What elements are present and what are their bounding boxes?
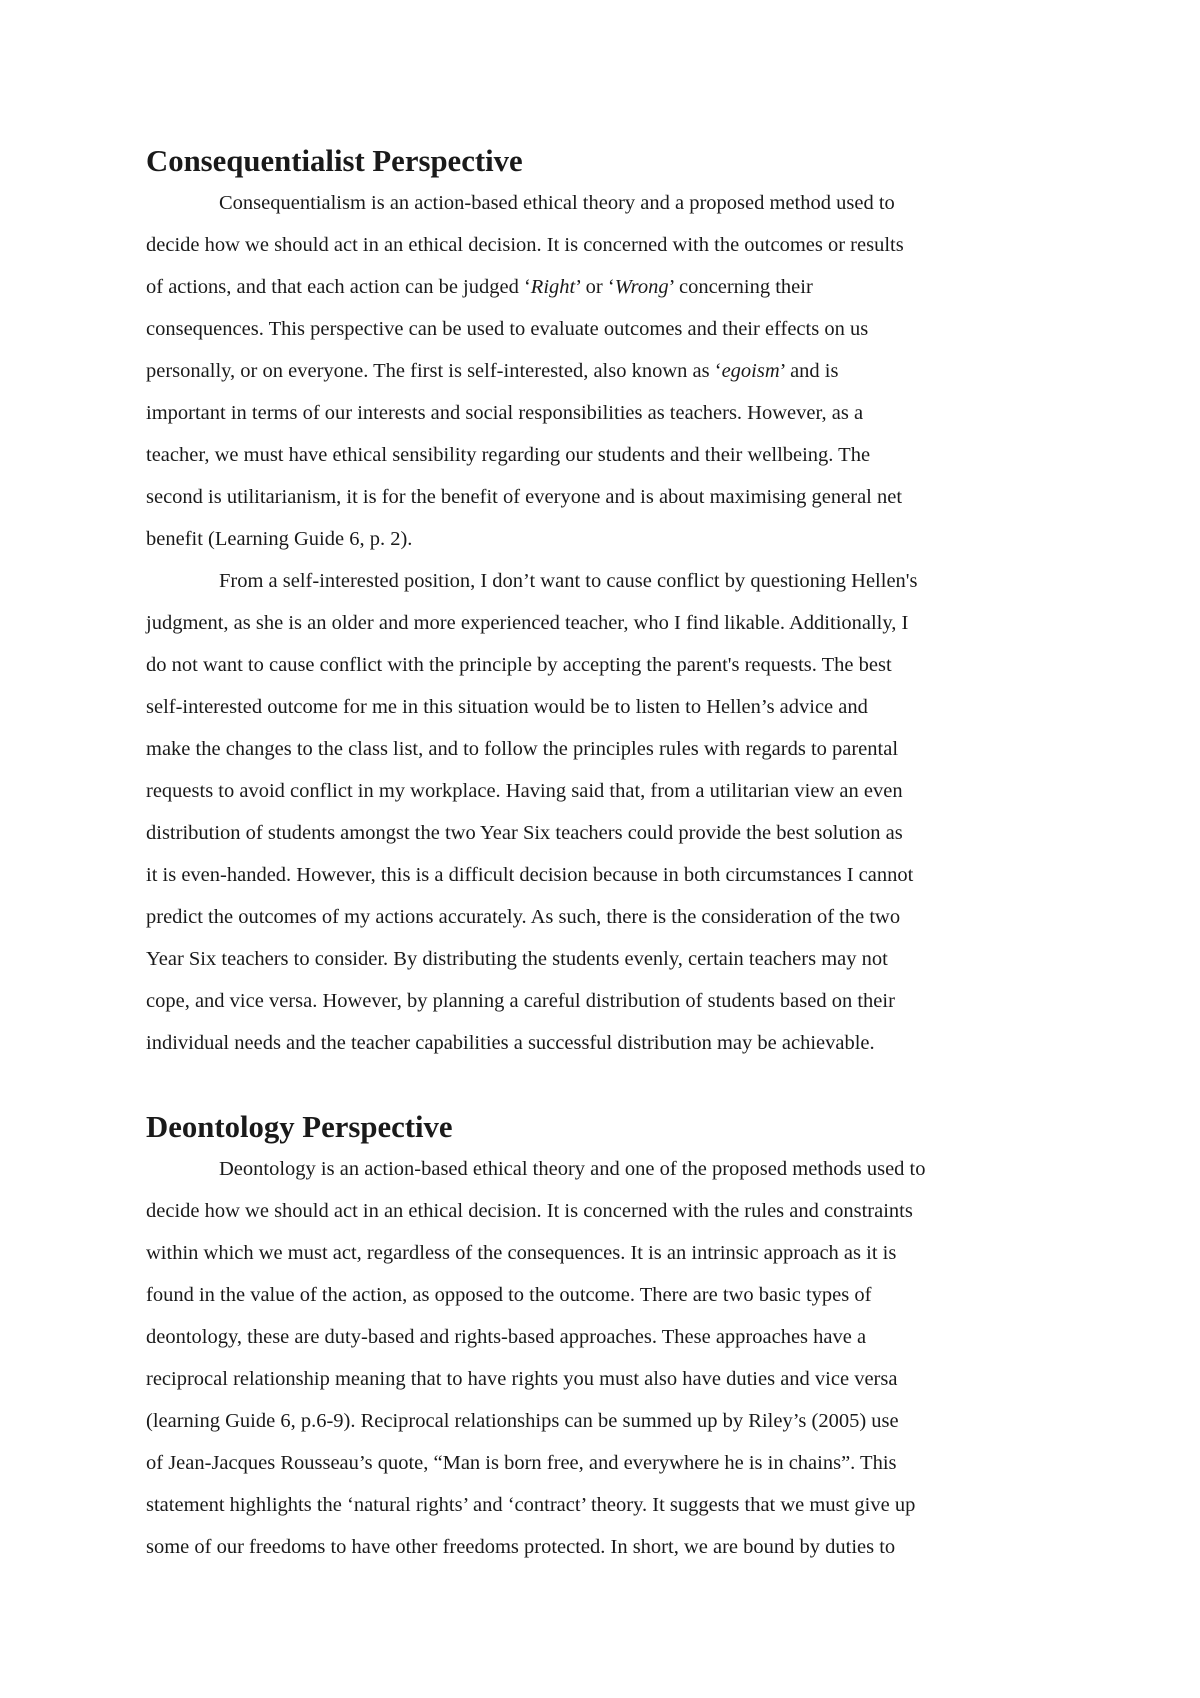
paragraph-line: Consequentialism is an action-based ethical theory and a proposed method used to bbox=[219, 192, 895, 214]
paragraph-line: do not want to cause conflict with the principle by accepting the parent's requests. The best bbox=[146, 654, 892, 676]
paragraph-line: make the changes to the class list, and to follow the principles rules with regards to parental bbox=[146, 738, 899, 760]
paragraph-line bbox=[146, 266, 1066, 308]
paragraph-line: benefit (Learning Guide 6, p. 2). bbox=[146, 528, 413, 550]
paragraph-line: within which we must act, regardless of the consequences. It is an intrinsic approach as it is bbox=[146, 1242, 897, 1264]
paragraph-line: found in the value of the action, as opposed to the outcome. There are two basic types of bbox=[146, 1284, 872, 1306]
paragraph-line: some of our freedoms to have other freedoms protected. In short, we are bound by duties to bbox=[146, 1536, 896, 1558]
text-run: personally, or on everyone. The first is self-interested, also known as ‘ bbox=[146, 360, 722, 382]
section-spacer bbox=[146, 1064, 1066, 1106]
paragraph-self-interested-position bbox=[146, 560, 1066, 1064]
section-heading-consequentialist: Consequentialist Perspective bbox=[146, 144, 523, 178]
paragraph-line: (learning Guide 6, p.6-9). Reciprocal relationships can be summed up by Riley’s (2005) use bbox=[146, 1410, 899, 1432]
italic-term-right: Right bbox=[530, 276, 576, 298]
paragraph-line: important in terms of our interests and social responsibilities as teachers. However, as a bbox=[146, 402, 864, 424]
paragraph-deontology-intro bbox=[146, 1148, 1066, 1568]
text-run: ’ and is bbox=[779, 360, 839, 382]
paragraph-line: Year Six teachers to consider. By distributing the students evenly, certain teachers may not bbox=[146, 948, 888, 970]
paragraph-line: decide how we should act in an ethical decision. It is concerned with the rules and constraints bbox=[146, 1200, 913, 1222]
paragraph-line: of Jean-Jacques Rousseau’s quote, “Man is born free, and everywhere he is in chains”. This bbox=[146, 1452, 897, 1474]
italic-term-wrong: Wrong bbox=[614, 276, 669, 298]
paragraph-line: individual needs and the teacher capabilities a successful distribution may be achievable. bbox=[146, 1032, 875, 1054]
document-body bbox=[146, 140, 1066, 1568]
italic-term-egoism: egoism bbox=[721, 360, 780, 382]
paragraph-line: judgment, as she is an older and more experienced teacher, who I find likable. Additionally, I bbox=[146, 612, 909, 634]
paragraph-line bbox=[146, 350, 1066, 392]
text-run: ’ or ‘ bbox=[575, 276, 615, 298]
text-run: of actions, and that each action can be judged ‘ bbox=[146, 276, 531, 298]
paragraph-line: distribution of students amongst the two Year Six teachers could provide the best solution as bbox=[146, 822, 903, 844]
paragraph-line: reciprocal relationship meaning that to have rights you must also have duties and vice versa bbox=[146, 1368, 898, 1390]
paragraph-line: decide how we should act in an ethical decision. It is concerned with the outcomes or results bbox=[146, 234, 904, 256]
paragraph-line: predict the outcomes of my actions accurately. As such, there is the consideration of the two bbox=[146, 906, 901, 928]
paragraph-line: requests to avoid conflict in my workplace. Having said that, from a utilitarian view an even bbox=[146, 780, 903, 802]
paragraph-line: teacher, we must have ethical sensibility regarding our students and their wellbeing. The bbox=[146, 444, 871, 466]
text-run: ’ concerning their bbox=[668, 276, 813, 298]
paragraph-consequentialism-intro bbox=[146, 182, 1066, 560]
paragraph-line: From a self-interested position, I don’t want to cause conflict by questioning Hellen's bbox=[219, 570, 918, 592]
paragraph-line: it is even-handed. However, this is a difficult decision because in both circumstances I cannot bbox=[146, 864, 914, 886]
paragraph-line: consequences. This perspective can be used to evaluate outcomes and their effects on us bbox=[146, 318, 869, 340]
paragraph-line: second is utilitarianism, it is for the benefit of everyone and is about maximising general net bbox=[146, 486, 903, 508]
paragraph-line: self-interested outcome for me in this situation would be to listen to Hellen’s advice and bbox=[146, 696, 868, 718]
paragraph-line: deontology, these are duty-based and rights-based approaches. These approaches have a bbox=[146, 1326, 867, 1348]
paragraph-line: cope, and vice versa. However, by planning a careful distribution of students based on their bbox=[146, 990, 895, 1012]
paragraph-line: statement highlights the ‘natural rights’ and ‘contract’ theory. It suggests that we must give up bbox=[146, 1494, 916, 1516]
section-heading-deontology: Deontology Perspective bbox=[146, 1110, 453, 1144]
paragraph-line: Deontology is an action-based ethical theory and one of the proposed methods used to bbox=[219, 1158, 926, 1180]
